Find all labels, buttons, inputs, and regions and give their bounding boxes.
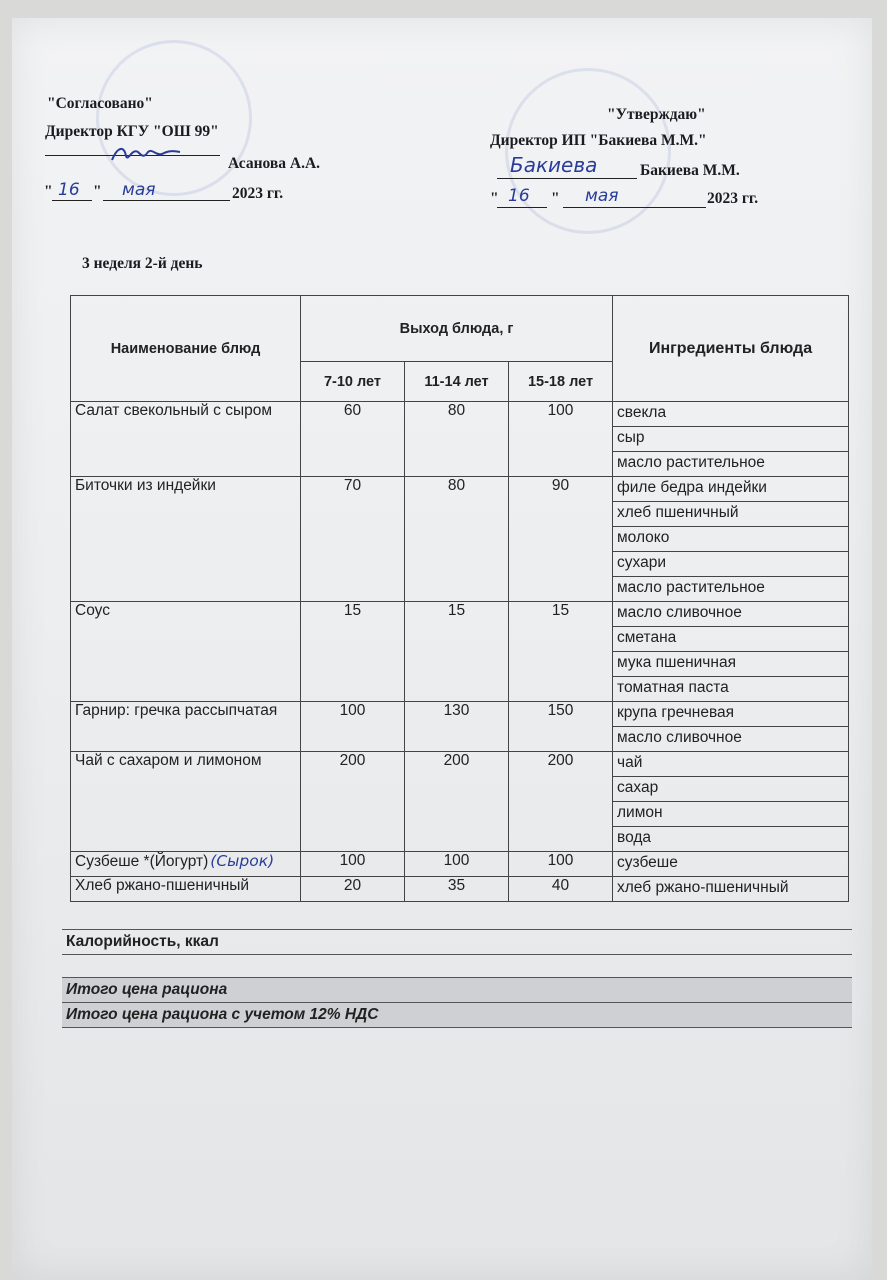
dish-name-text: Салат свекольный с сыром (75, 402, 273, 419)
yield-value: 15 (509, 602, 613, 702)
yield-value: 20 (301, 877, 405, 902)
approval-day: 16 (58, 180, 80, 200)
yield-value: 100 (509, 852, 613, 877)
approve-title: "Утверждаю" (607, 106, 706, 123)
menu-table (70, 295, 849, 902)
dish-name (71, 752, 301, 852)
dish-name-text: Соус (75, 602, 110, 619)
yield-value: 200 (301, 752, 405, 852)
col-header-name: Наименование блюд (71, 296, 301, 402)
yield-value: 60 (301, 402, 405, 477)
ingredient: масло сливочное (613, 727, 849, 752)
approve-quote-close: " (551, 190, 560, 207)
yield-value: 100 (301, 702, 405, 752)
ingredient: крупа гречневая (613, 702, 849, 727)
approve-quote-open: " (490, 190, 499, 207)
age-group-header: 11-14 лет (405, 362, 509, 402)
approval-quote-open: " (44, 183, 53, 200)
yield-value: 100 (509, 402, 613, 477)
ingredient: молоко (613, 527, 849, 552)
yield-value: 100 (301, 852, 405, 877)
dish-name-text: Биточки из индейки (75, 477, 216, 494)
yield-value: 40 (509, 877, 613, 902)
yield-value: 80 (405, 402, 509, 477)
dish-name (71, 702, 301, 752)
dish-name-text: Хлеб ржано-пшеничный (75, 877, 250, 894)
month-line-left (103, 200, 230, 201)
table-row (71, 402, 849, 427)
ingredient: сахар (613, 777, 849, 802)
ingredient: мука пшеничная (613, 652, 849, 677)
price-block (62, 977, 852, 1028)
table-row (71, 602, 849, 627)
total-price-vat-row: Итого цена рациона с учетом 12% НДС (62, 1003, 852, 1028)
table-row (71, 877, 849, 902)
yield-value: 15 (405, 602, 509, 702)
approval-position: Директор КГУ "ОШ 99" (45, 123, 219, 140)
ingredient: томатная паста (613, 677, 849, 702)
yield-value: 70 (301, 477, 405, 602)
yield-value: 35 (405, 877, 509, 902)
table-row (71, 477, 849, 502)
approve-signature: Бакиева (510, 153, 598, 177)
yield-value: 200 (509, 752, 613, 852)
signature-line-right (497, 178, 637, 179)
ingredient: сухари (613, 552, 849, 577)
handwritten-note: (Сырок) (210, 852, 275, 870)
totals-block (62, 929, 852, 955)
approval-month: мая (122, 180, 156, 200)
ingredient: сметана (613, 627, 849, 652)
approve-month: мая (585, 186, 619, 206)
day-line-right (497, 207, 547, 208)
approve-day: 16 (508, 186, 530, 206)
col-header-yield: Выход блюда, г (301, 296, 613, 362)
menu-day-title: 3 неделя 2-й день (82, 255, 203, 272)
dish-name (71, 852, 301, 877)
ingredient: чай (613, 752, 849, 777)
yield-value: 150 (509, 702, 613, 752)
day-line-left (52, 200, 92, 201)
age-group-header: 15-18 лет (509, 362, 613, 402)
ingredient: хлеб ржано-пшеничный (613, 877, 849, 902)
ingredient: масло растительное (613, 452, 849, 477)
ingredient: масло сливочное (613, 602, 849, 627)
yield-value: 15 (301, 602, 405, 702)
dish-name (71, 477, 301, 602)
ingredient: вода (613, 827, 849, 852)
approve-year: 2023 гг. (707, 190, 759, 207)
approval-year: 2023 гг. (232, 185, 284, 202)
col-header-ingredients: Ингредиенты блюда (613, 296, 849, 402)
yield-value: 80 (405, 477, 509, 602)
stamp-right (505, 68, 671, 234)
approval-title: "Согласовано" (47, 95, 153, 112)
ingredient: свекла (613, 402, 849, 427)
dish-name (71, 402, 301, 477)
ingredient: хлеб пшеничный (613, 502, 849, 527)
dish-name (71, 602, 301, 702)
total-price-row: Итого цена рациона (62, 977, 852, 1003)
ingredient: лимон (613, 802, 849, 827)
age-group-header: 7-10 лет (301, 362, 405, 402)
approval-quote-close: " (93, 183, 102, 200)
yield-value: 130 (405, 702, 509, 752)
approve-name: Бакиева М.М. (640, 162, 740, 179)
table-row (71, 752, 849, 777)
yield-value: 100 (405, 852, 509, 877)
month-line-right (563, 207, 706, 208)
yield-value: 90 (509, 477, 613, 602)
approve-position: Директор ИП "Бакиева М.М." (490, 132, 707, 149)
yield-value: 200 (405, 752, 509, 852)
ingredient: масло растительное (613, 577, 849, 602)
handwritten-signature-left (108, 142, 188, 166)
table-row (71, 852, 849, 877)
dish-name-text: Чай с сахаром и лимоном (75, 752, 262, 769)
ingredient: сыр (613, 427, 849, 452)
dish-name-text: Гарнир: гречка рассыпчатая (75, 702, 278, 719)
dish-name-text: Сузбеше *(Йогурт) (75, 853, 209, 870)
ingredient: сузбеше (613, 852, 849, 877)
table-row (71, 702, 849, 727)
approval-name: Асанова А.А. (228, 155, 321, 172)
dish-name (71, 877, 301, 902)
ingredient: филе бедра индейки (613, 477, 849, 502)
calories-row: Калорийность, ккал (62, 929, 852, 955)
